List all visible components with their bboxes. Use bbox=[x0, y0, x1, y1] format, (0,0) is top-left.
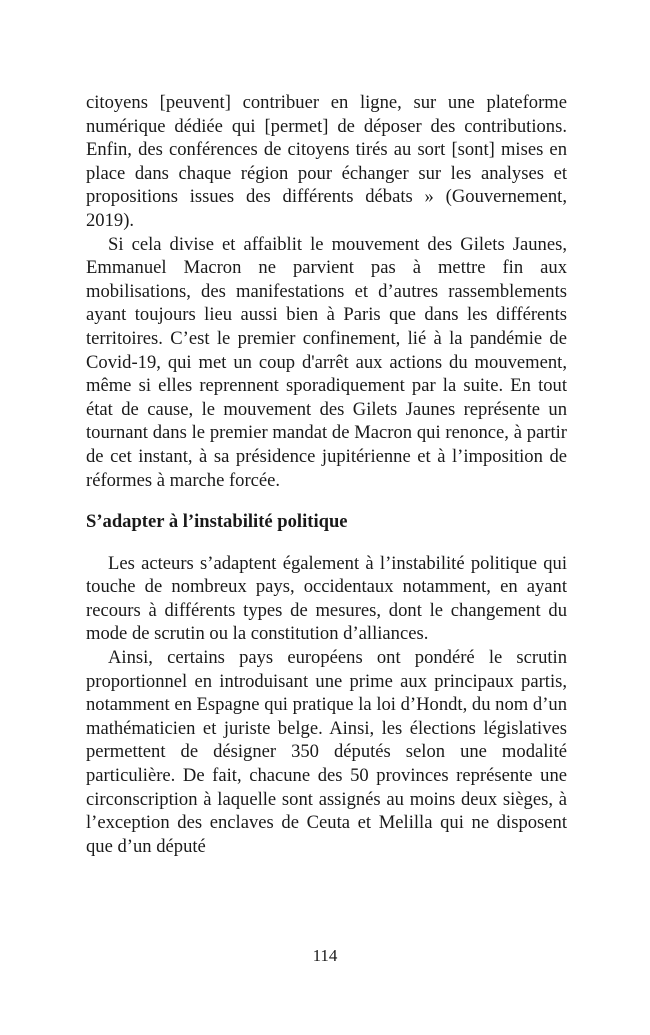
paragraph-scrutin: Ainsi, certains pays européens ont pondéré le scrutin proportionnel en introduisant une prime aux principaux partis, notamment en Espagne qui pratique la loi d’Hondt, du nom d’un mathématicien et juriste belge. Ainsi, les élections législatives permettent de désigner 350 députés selon une modalité particulière. De fait, chacune des 50 provinces représente une circonscription à laquelle sont assignés au moins deux sièges, à l’exception des enclaves de Ceuta et Melilla qui ne disposent que d’un député bbox=[86, 647, 567, 857]
page-body bbox=[86, 91, 567, 858]
paragraph-gilets-jaunes: Si cela divise et affaiblit le mouvement des Gilets Jaunes, Emmanuel Macron ne parvient pas à mettre fin aux mobilisations, des manifestations et d’autres rassemblements ayant toujours lieu aussi bien à Paris que dans les différents territoires. C’est le premier confinement, lié à la pandémie de Covid-19, qui met un coup d'arrêt aux actions du mouvement, même si elles reprennent sporadiquement par la suite. En tout état de cause, le mouvement des Gilets Jaunes représente un tournant dans le premier mandat de Macron qui renonce, à partir de cet instant, à sa présidence jupitérienne et à l’imposition de réformes à marche forcée. bbox=[86, 233, 567, 491]
paragraph-continuation: citoyens [peuvent] contribuer en ligne, sur une plateforme numérique dédiée qui [permet] de déposer des contributions. Enfin, des conférences de citoyens tirés au sort [sont] mises en place dans chaque région pour échanger sur les analyses et propositions issues des différents débats » (Gouvernement, 2019). bbox=[86, 92, 567, 231]
paragraph-instabilite: Les acteurs s’adaptent également à l’instabilité politique qui touche de nombreux pays, occidentaux notamment, en ayant recours à différents types de mesures, dont le changement du mode de scrutin ou la constitution d’alliances. bbox=[86, 552, 567, 645]
section-body bbox=[86, 552, 567, 859]
page-number: 114 bbox=[312, 946, 338, 965]
section-heading: S’adapter à l’instabilité politique bbox=[86, 511, 348, 533]
